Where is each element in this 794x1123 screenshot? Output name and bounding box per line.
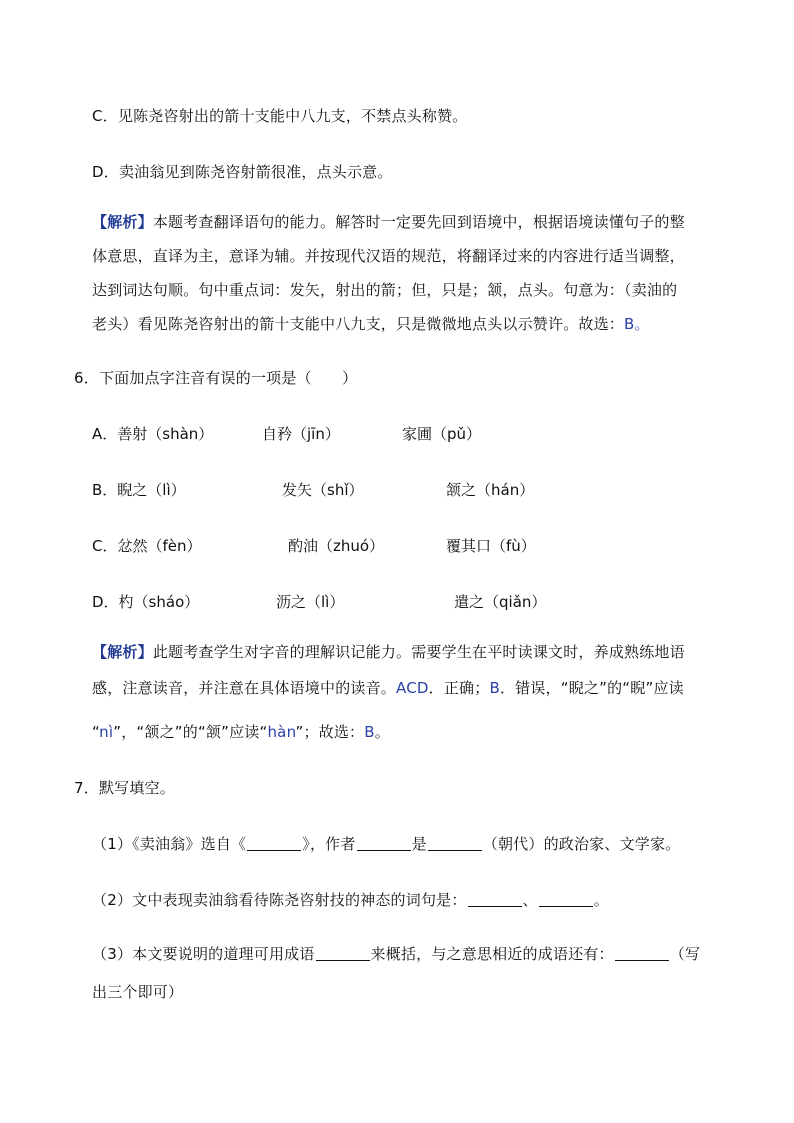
item-text: 》，作者 [302,835,356,853]
item-text: 。 [593,891,609,909]
q6-analysis-line-3 [92,722,390,742]
answer-letter: B。 [624,315,650,333]
q6-option-a-2: 自矜（jīn） [262,425,340,443]
item-text: 来概括，与之意思相近的成语还有： [370,945,614,963]
q5-analysis-line-3: 达到词达句顺。句中重点词：发矢，射出的箭；但，只是；颔，点头。句意为：（卖油的 [92,281,678,299]
fill-blank[interactable] [428,836,482,851]
answer-letters: ACD [396,679,429,697]
pinyin: hàn [267,723,296,741]
item-text: （1）《卖油翁》选自《 [92,835,247,853]
analysis-text: 。 [374,723,390,741]
analysis-text: ．错误，“睨之”的“睨”应读 [499,679,684,697]
q6-option-c-3: 覆其口（fù） [446,537,536,555]
item-text: （3）本文要说明的道理可用成语 [92,945,315,963]
q6-option-c-1: C．忿然（fèn） [92,537,202,555]
q7-item-1 [92,834,680,854]
q6-title: 6．下面加点字注音有误的一项是（ ） [74,369,358,387]
analysis-text: 此题考查学生对字音的理解识记能力。需要学生在平时读课文时，养成熟练地语 [152,643,685,661]
fill-blank[interactable] [247,836,301,851]
q6-option-d-3: 遣之（qiǎn） [454,593,547,611]
q5-analysis-line-1 [92,212,685,232]
q6-option-b-1: B．睨之（lì） [92,481,186,499]
q5-analysis-line-2: 体意思，直译为主，意译为辅。并按现代汉语的规范，将翻译过来的内容进行适当调整， [92,247,685,265]
analysis-text: “ [92,723,100,741]
fill-blank[interactable] [357,836,411,851]
q6-option-a-3: 家圃（pǔ） [402,425,482,443]
q6-option-c-2: 酌油（zhuó） [288,537,385,555]
analysis-text: ”；故选： [295,723,365,741]
item-text: 、 [522,891,538,909]
answer-letter: B [489,679,500,697]
q6-analysis-line-2 [92,678,684,698]
analysis-text: 感，注意读音，并注意在具体语境中的读音。 [92,679,397,697]
q5-option-d: D．卖油翁见到陈尧咨射箭很准，点头示意。 [92,163,393,181]
fill-blank[interactable] [316,946,370,961]
q5-option-c: C．见陈尧咨射出的箭十支能中八九支，不禁点头称赞。 [92,107,468,125]
analysis-text: ”，“颔之”的“颔”应读“ [113,723,268,741]
item-text: （朝代）的政治家、文学家。 [482,835,681,853]
q6-option-d-2: 沥之（lì） [276,593,345,611]
q6-option-a-1: A．善射（shàn） [92,425,214,443]
q5-analysis-line-4 [92,314,650,334]
q6-option-b-2: 发矢（shǐ） [282,481,364,499]
q6-analysis-line-1 [92,642,685,662]
q7-item-3-continued: 出三个即可） [92,983,184,1001]
answer-letter: B [364,723,375,741]
fill-blank[interactable] [615,946,669,961]
item-text: 是 [411,835,427,853]
analysis-tag: 【解析】 [92,213,153,231]
analysis-text: ．正确； [428,679,490,697]
item-text: （写 [669,945,701,963]
q7-title: 7．默写填空。 [74,779,175,797]
q6-option-d-1: D．杓（sháo） [92,593,200,611]
item-text: （2）文中表现卖油翁看待陈尧咨射技的神态的词句是： [92,891,467,909]
analysis-text: 本题考查翻译语句的能力。解答时一定要先回到语境中，根据语境读懂句子的整 [152,213,685,231]
q6-option-b-3: 颔之（hán） [446,481,535,499]
q7-item-3 [92,944,700,964]
analysis-text: 老头）看见陈尧咨射出的箭十支能中八九支，只是微微地点头以示赞许。故选： [92,315,625,333]
fill-blank[interactable] [539,892,593,907]
q7-item-2 [92,890,609,910]
analysis-tag: 【解析】 [92,643,153,661]
fill-blank[interactable] [468,892,522,907]
pinyin: nì [99,723,114,741]
